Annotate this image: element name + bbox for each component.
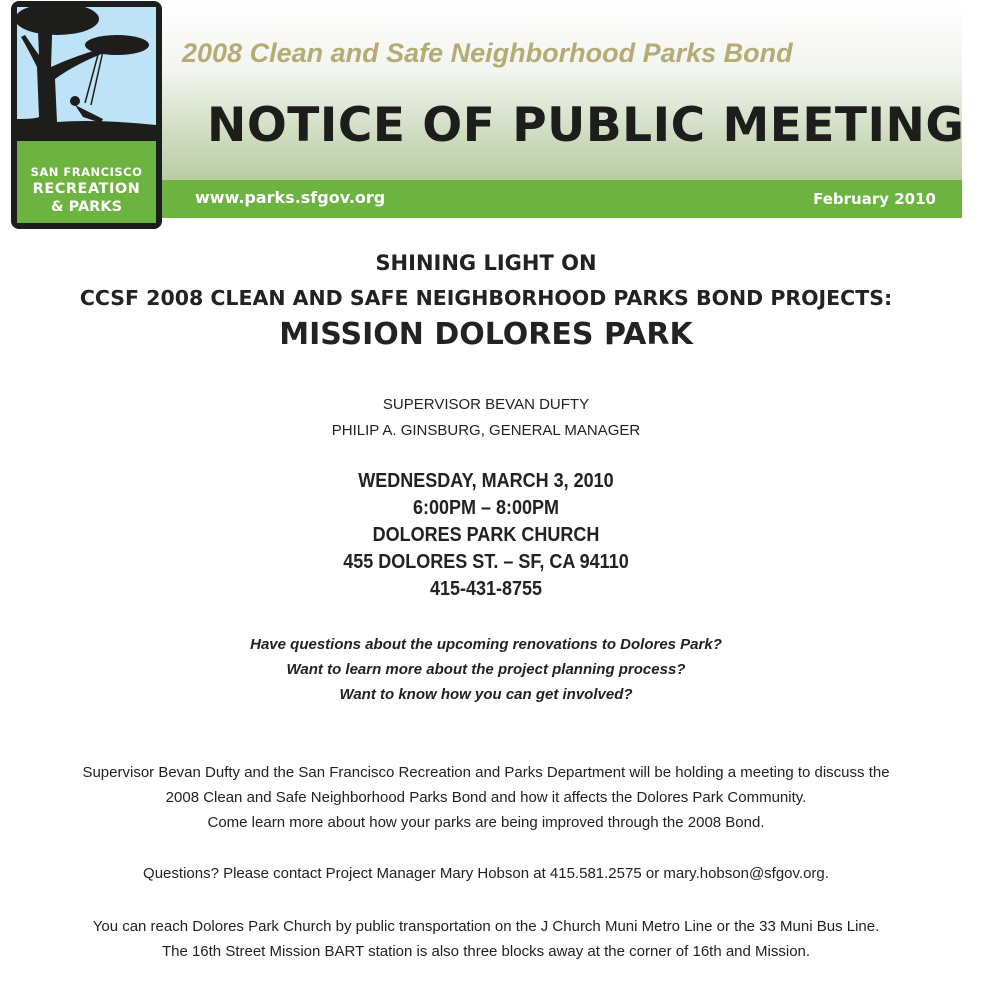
transit-line-2: The 16th Street Mission BART station is also three blocks away at the corner of 16th and Mission. (161, 943, 811, 960)
park-name: MISSION DOLORES PARK (279, 317, 693, 352)
event-date: WEDNESDAY, MARCH 3, 2010 (358, 470, 614, 492)
header-subtitle: 2008 Clean and Safe Neighborhood Parks Bond (182, 38, 793, 68)
grass-banner (162, 0, 965, 180)
body-line-3: Come learn more about how your parks are being improved through the 2008 Bond. (207, 814, 765, 831)
logo-line2: RECREATION (32, 181, 141, 197)
body-line-2: 2008 Clean and Safe Neighborhood Parks Bond and how it affects the Dolores Park Community. (165, 789, 807, 806)
header-bar (162, 180, 962, 218)
tree-swing-icon (17, 7, 156, 141)
event-time: 6:00PM – 8:00PM (412, 497, 560, 519)
heading-1: SHINING LIGHT ON (375, 251, 597, 275)
transit-line-1: You can reach Dolores Park Church by public transportation on the J Church Muni Metro Line or the 33 Muni Bus Line. (92, 918, 880, 935)
contact-line: Questions? Please contact Project Manager Mary Hobson at 415.581.2575 or mary.hobson@sfgov.org. (143, 865, 829, 882)
website-link[interactable]: www.parks.sfgov.org (195, 188, 386, 207)
event-address: 455 DOLORES ST. – SF, CA 94110 (343, 551, 629, 573)
logo-line1: SAN FRANCISCO (30, 165, 143, 179)
official-1: SUPERVISOR BEVAN DUFTY (382, 396, 590, 413)
sf-rec-parks-logo (11, 1, 162, 229)
question-3: Want to know how you can get involved? (339, 686, 633, 703)
logo-line3: & PARKS (50, 199, 123, 215)
page-title: NOTICE OF PUBLIC MEETING (207, 98, 965, 153)
body-line-1: Supervisor Bevan Dufty and the San Francisco Recreation and Parks Department will be holding a meeting to discuss the (82, 764, 890, 781)
question-2: Want to learn more about the project planning process? (286, 661, 686, 678)
question-1: Have questions about the upcoming renovations to Dolores Park? (250, 636, 722, 653)
heading-2: CCSF 2008 CLEAN AND SAFE NEIGHBORHOOD PARKS BOND PROJECTS: (79, 286, 893, 310)
official-2: PHILIP A. GINSBURG, GENERAL MANAGER (331, 422, 641, 439)
event-phone: 415-431-8755 (429, 578, 543, 600)
event-venue: DOLORES PARK CHURCH (372, 524, 600, 546)
date: February 2010 (813, 190, 936, 208)
